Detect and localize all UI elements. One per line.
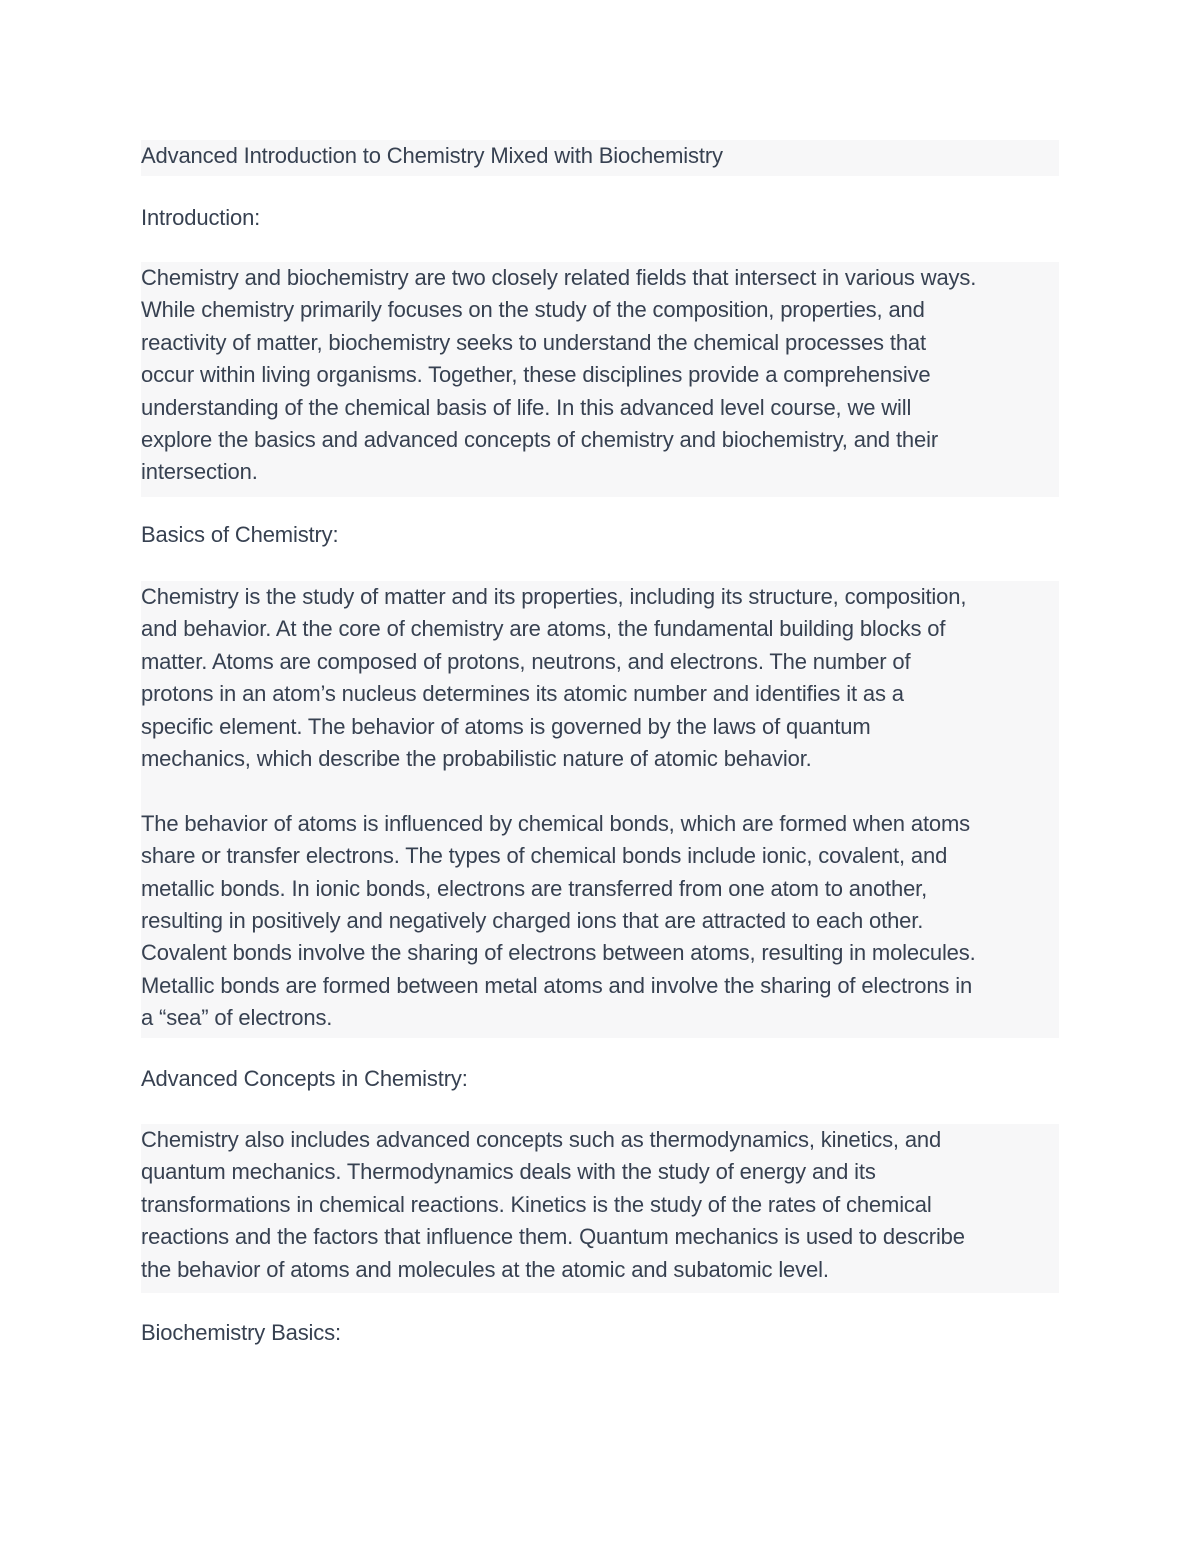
section-heading: Biochemistry Basics: — [141, 1320, 341, 1345]
paragraph-line: reactions and the factors that influence them. Quantum mechanics is used to describe — [141, 1224, 965, 1250]
paragraph-basics-of-chemistry — [141, 581, 1059, 1038]
paragraph-line: Chemistry also includes advanced concepts such as thermodynamics, kinetics, and — [141, 1127, 942, 1152]
paragraph-line: protons in an atom’s nucleus determines its atomic number and identifies it as a — [141, 681, 904, 707]
paragraph-line: specific element. The behavior of atoms is governed by the laws of quantum — [141, 713, 871, 739]
paragraph-line: mechanics, which describe the probabilistic nature of atomic behavior. — [141, 746, 812, 772]
paragraph-line: While chemistry primarily focuses on the study of the composition, properties, and — [141, 297, 925, 323]
document-title: Advanced Introduction to Chemistry Mixed with Biochemistry — [141, 143, 723, 168]
paragraph-line: and behavior. At the core of chemistry are atoms, the fundamental building blocks of — [141, 616, 946, 642]
paragraph-line: quantum mechanics. Thermodynamics deals with the study of energy and its — [141, 1159, 876, 1185]
paragraph-line: a “sea” of electrons. — [141, 1005, 333, 1031]
section-heading-biochemistry-basics — [141, 1317, 1059, 1349]
section-heading: Basics of Chemistry: — [141, 522, 339, 547]
section-heading: Introduction: — [141, 205, 261, 230]
paragraph-line: share or transfer electrons. The types of chemical bonds include ionic, covalent, and — [141, 843, 948, 869]
document-title-block — [141, 140, 1059, 176]
paragraph-line: intersection. — [141, 459, 258, 485]
paragraph-line: occur within living organisms. Together, these disciplines provide a comprehensive — [141, 362, 931, 388]
paragraph-spacer — [141, 775, 1059, 807]
paragraph-line: Covalent bonds involve the sharing of electrons between atoms, resulting in molecules. — [141, 940, 976, 966]
paragraph-line: transformations in chemical reactions. Kinetics is the study of the rates of chemical — [141, 1191, 932, 1217]
section-heading-advanced-concepts — [141, 1063, 1059, 1095]
section-heading-introduction — [141, 202, 1059, 234]
paragraph-line: the behavior of atoms and molecules at the atomic and subatomic level. — [141, 1256, 829, 1282]
paragraph-introduction — [141, 262, 1059, 497]
paragraph-line: understanding of the chemical basis of life. In this advanced level course, we will — [141, 394, 912, 420]
paragraph-line: matter. Atoms are composed of protons, neutrons, and electrons. The number of — [141, 648, 911, 674]
paragraph-line: resulting in positively and negatively charged ions that are attracted to each other. — [141, 908, 924, 934]
paragraph-line: explore the basics and advanced concepts of chemistry and biochemistry, and their — [141, 427, 938, 453]
paragraph-line: Metallic bonds are formed between metal atoms and involve the sharing of electrons in — [141, 972, 973, 998]
paragraph-line: metallic bonds. In ionic bonds, electrons are transferred from one atom to another, — [141, 875, 928, 901]
section-heading-basics-of-chemistry — [141, 519, 1059, 551]
section-heading: Advanced Concepts in Chemistry: — [141, 1066, 468, 1091]
paragraph-line: reactivity of matter, biochemistry seeks to understand the chemical processes that — [141, 329, 926, 355]
paragraph-line: The behavior of atoms is influenced by chemical bonds, which are formed when atoms — [141, 810, 971, 836]
paragraph-advanced-concepts — [141, 1124, 1059, 1293]
paragraph-line: Chemistry and biochemistry are two closely related fields that intersect in various ways. — [141, 265, 977, 290]
paragraph-line: Chemistry is the study of matter and its properties, including its structure, composition, — [141, 584, 967, 609]
